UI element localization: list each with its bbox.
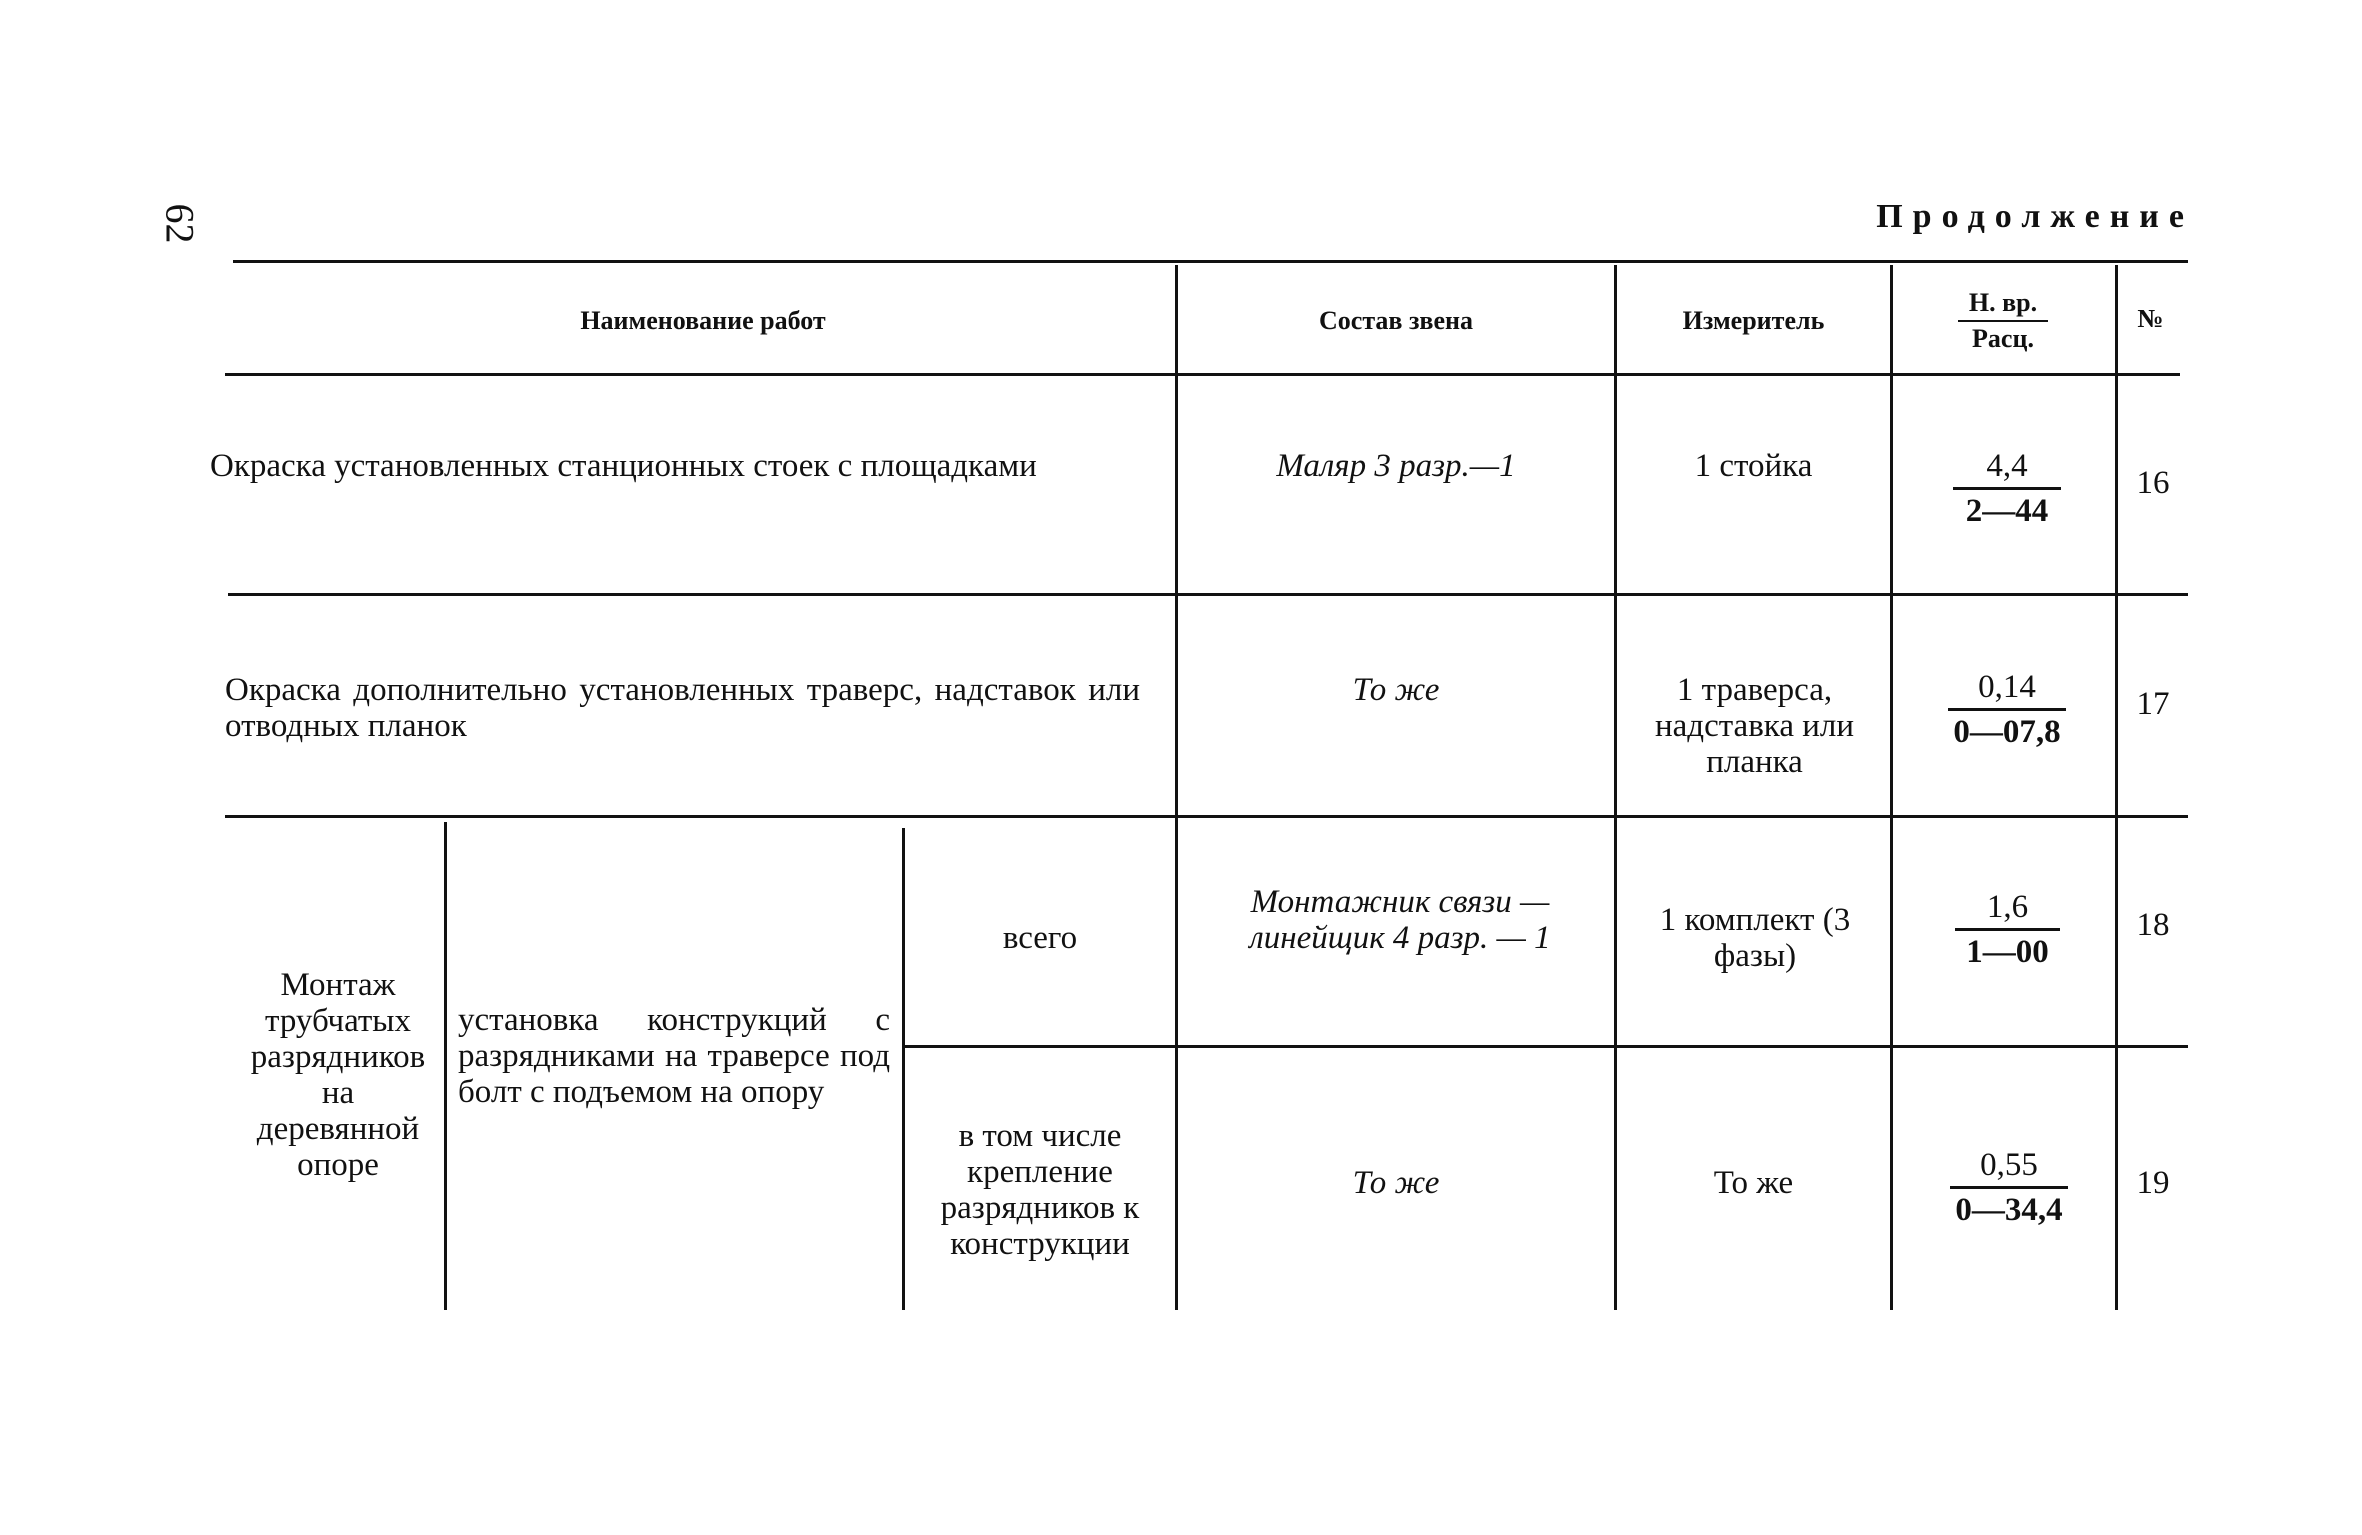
subgroup-work-name: установка конструкций с разрядниками на траверсе под болт с подъемом на опору — [458, 1002, 890, 1110]
row-17-work: Окраска дополнительно установленных траверс, надставок или отводных планок — [225, 672, 1140, 744]
row-17-rate: 0—07,8 — [1948, 708, 2066, 751]
row-16-work: Окраска установленных станционных стоек с площадками — [210, 448, 1037, 484]
col-number-left-rule — [2115, 265, 2118, 1310]
table-top-rule — [233, 260, 2188, 263]
row-16-unit: 1 стойка — [1694, 448, 1813, 484]
col-norm-left-rule — [1890, 265, 1893, 1310]
header-unit: Измеритель — [1682, 306, 1825, 335]
row-18-unit: 1 комплект (3 фазы) — [1659, 902, 1851, 974]
row-19-rate: 0—34,4 — [1950, 1186, 2068, 1229]
header-norm-time: Н. вр. — [1968, 288, 2038, 317]
row-16-norm-fraction — [1953, 447, 2061, 530]
row-19-crew: То же — [1352, 1165, 1440, 1201]
row-17-crew: То же — [1352, 672, 1440, 708]
row-17-number: 17 — [2136, 686, 2170, 722]
row-19-unit: То же — [1713, 1165, 1794, 1201]
col-crew-left-rule — [1175, 265, 1178, 1310]
page-number: 62 — [157, 203, 203, 244]
col-subgroup-left-rule — [444, 822, 447, 1310]
header-rate: Расц. — [1958, 320, 2048, 354]
row-16-norm-time: 4,4 — [1986, 448, 2028, 484]
header-bottom-rule — [225, 373, 2180, 376]
row-18-rate: 1—00 — [1955, 928, 2060, 971]
row-19-norm-fraction — [1950, 1146, 2068, 1229]
row-19-variant: в том числе крепление разрядников к конструкции — [940, 1118, 1140, 1262]
row-16-rate: 2—44 — [1953, 487, 2061, 530]
header-work-name: Наименование работ — [580, 306, 826, 335]
col-unit-left-rule — [1614, 265, 1617, 1310]
row-19-norm-time: 0,55 — [1980, 1147, 2038, 1183]
header-norm-fraction — [1958, 288, 2048, 354]
row-19-number: 19 — [2136, 1165, 2170, 1201]
row-18-norm-time: 1,6 — [1986, 889, 2029, 925]
header-crew: Состав звена — [1319, 306, 1473, 335]
row-18-bottom-rule — [905, 1045, 2188, 1048]
header-number: № — [2137, 304, 2164, 333]
row-18-norm-fraction — [1955, 888, 2060, 971]
continuation-label: Продолжение — [1876, 198, 2194, 235]
row-16-bottom-rule — [228, 593, 2188, 596]
row-18-number: 18 — [2136, 907, 2170, 943]
row-17-norm-fraction — [1948, 668, 2066, 751]
row-17-norm-time: 0,14 — [1978, 669, 2036, 705]
row-18-crew: Монтажник связи — линейщик 4 разр. — 1 — [1249, 884, 1551, 956]
row-16-crew: Маляр 3 разр.—1 — [1276, 448, 1516, 484]
row-17-unit: 1 траверса, надставка или планка — [1654, 672, 1854, 780]
row-16-number: 16 — [2136, 465, 2170, 501]
row-17-bottom-rule — [225, 815, 2188, 818]
group-work-name: Монтаж трубчатых разрядников на деревянной опоре — [250, 967, 426, 1183]
row-18-variant: всего — [1002, 920, 1078, 956]
